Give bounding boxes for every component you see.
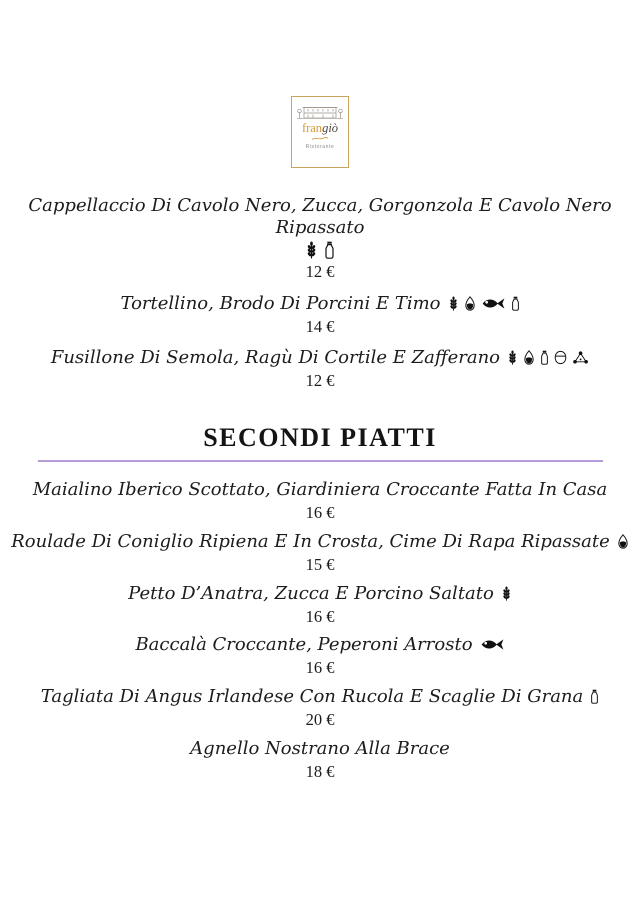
menu-item (8, 634, 632, 678)
milk-icon (590, 689, 599, 704)
allergen-row (8, 240, 632, 260)
egg-icon (617, 534, 629, 549)
gluten-icon (507, 350, 518, 365)
dish-price: 16 € (305, 658, 335, 678)
dish-price: 20 € (305, 710, 335, 730)
primi-section (0, 195, 640, 391)
gluten-icon (501, 586, 512, 601)
milk-icon (324, 241, 335, 259)
menu-item (8, 479, 632, 523)
dish-name: Agnello Nostrano Alla Brace (190, 737, 450, 759)
menu-item (8, 293, 632, 337)
gluten-icon (448, 296, 459, 311)
dish-price: 18 € (305, 761, 335, 781)
allergen-row (507, 350, 589, 365)
logo-wordmark (294, 122, 346, 135)
logo-wordmark-part1: fran (301, 121, 323, 135)
menu-item (8, 531, 632, 575)
section-divider (38, 460, 603, 462)
celery-icon (554, 350, 567, 365)
restaurant-logo (291, 96, 349, 168)
dish-name: Maialino Iberico Scottato, Giardiniera Croccante Fatta In Casa (32, 479, 608, 501)
milk-icon (540, 350, 549, 365)
section-heading-secondi-piatti: SECONDI PIATTI (203, 423, 437, 453)
menu-item (8, 583, 632, 627)
building-icon (294, 104, 346, 119)
dish-name: Cappellaccio Di Cavolo Nero, Zucca, Gorgonzola E Cavolo Nero Ripassato (28, 195, 612, 238)
dish-name: Baccalà Croccante, Peperoni Arrosto (8, 634, 632, 656)
dish-price: 16 € (305, 503, 335, 523)
logo-wordmark-part2: giò (322, 121, 339, 135)
allergen-row (617, 534, 629, 549)
dish-price: 12 € (305, 371, 335, 391)
secondi-section (0, 479, 640, 782)
allergen-row (448, 296, 520, 311)
dish-price: 14 € (305, 316, 335, 336)
menu-item (8, 195, 632, 282)
dish-price: 16 € (305, 606, 335, 626)
allergen-row (590, 689, 599, 704)
menu-item (8, 347, 632, 391)
egg-icon (523, 350, 535, 365)
dish-price: 15 € (305, 554, 335, 574)
allergen-row (480, 637, 505, 652)
egg-icon (464, 296, 476, 311)
dish-name: Tagliata Di Angus Irlandese Con Rucola E Scaglie Di Grana (8, 686, 632, 708)
menu-item (8, 738, 632, 782)
flourish-icon (294, 136, 346, 141)
logo-subtitle: Ristorante (305, 143, 335, 150)
dish-name: Tortellino, Brodo Di Porcini E Timo (8, 293, 632, 315)
sulphites-icon (572, 350, 589, 365)
gluten-icon (305, 241, 318, 259)
milk-icon (511, 296, 520, 311)
fish-icon (480, 637, 505, 652)
dish-price: 12 € (305, 261, 335, 281)
dish-name: Roulade Di Coniglio Ripiena E In Crosta, Cime Di Rapa Ripassate (8, 531, 632, 553)
allergen-row (501, 586, 512, 601)
fish-icon (481, 296, 506, 311)
dish-name: Petto D’Anatra, Zucca E Porcino Saltato (8, 583, 632, 605)
menu-item (8, 686, 632, 730)
dish-name: Fusillone Di Semola, Ragù Di Cortile E Zafferano (8, 347, 632, 369)
